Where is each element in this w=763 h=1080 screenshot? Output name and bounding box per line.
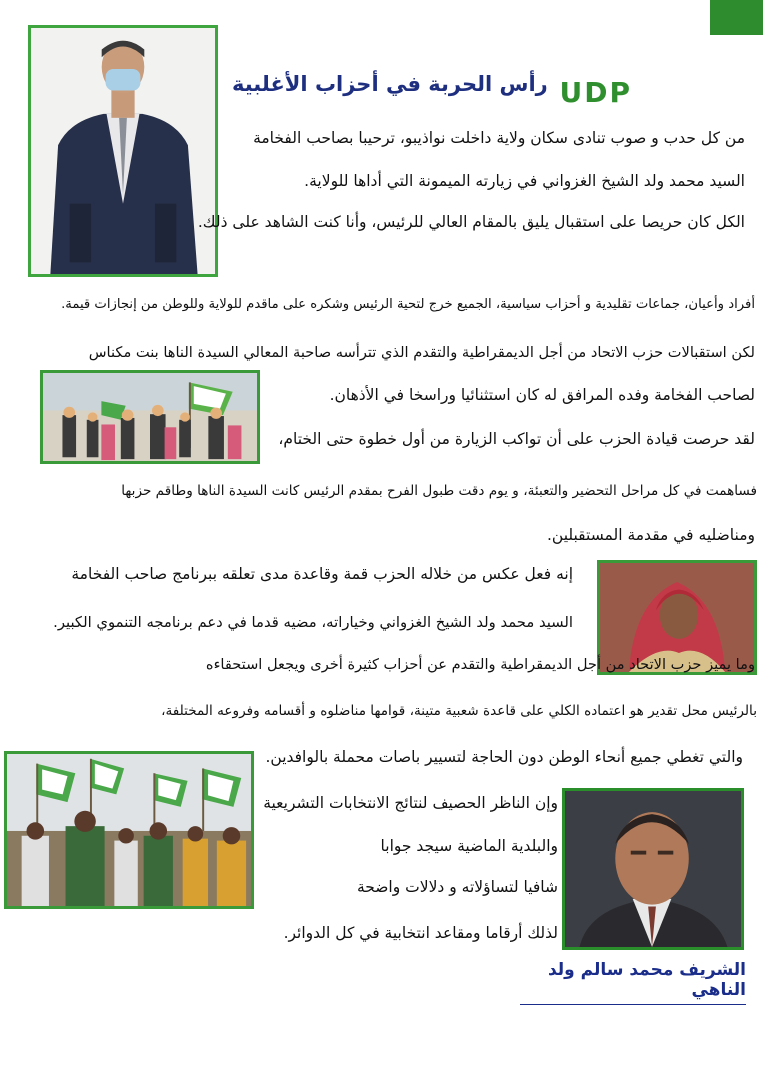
article-line: الكل كان حريصا على استقبال يليق بالمقام العالي للرئيس، وأنا كنت الشاهد على ذلك.	[197, 213, 745, 231]
president-photo	[28, 25, 218, 277]
article-line: لصاحب الفخامة وفده المرافق له كان استثنائيا وراسخا في الأذهان.	[329, 386, 755, 404]
article-line: ومناضليه في مقدمة المستقبلين.	[546, 526, 755, 544]
article-line: والتي تغطي جميع أنحاء الوطن دون الحاجة لتسيير باصات محملة بالوافدين.	[265, 748, 743, 766]
article-line: فساهمت في كل مراحل التحضير والتعبئة، و يوم دقت طبول الفرح بمقدم الرئيس كانت السيدة الناها وطاقم حزبها	[121, 483, 757, 499]
article-line: لقد حرصت قيادة الحزب على أن تواكب الزيارة من أول خطوة حتى الختام،	[278, 430, 755, 448]
article-line: وما يميز حزب الاتحاد من أجل الديمقراطية والتقدم عن أحزاب كثيرة أخرى ويجعل استحقاءه	[205, 656, 755, 673]
article-line: السيد محمد ولد الشيخ الغزواني في زيارته الميمونة التي أداها للولاية.	[304, 172, 745, 190]
rally-photo-2	[4, 751, 254, 909]
article-line: إنه فعل عكس من خلاله الحزب قمة وقاعدة مدى تعلقه ببرنامج صاحب الفخامة	[71, 565, 573, 583]
article-line: شافيا لتساؤلاته و دلالات واضحة	[356, 878, 558, 896]
article-line: وإن الناظر الحصيف لنتائج الانتخابات التشريعية	[263, 794, 558, 812]
corner-accent-block	[710, 0, 763, 35]
title-row	[232, 68, 642, 108]
author-signature: الشريف محمد سالم ولد الناهي	[520, 960, 746, 1005]
article-line: لكن استقبالات حزب الاتحاد من أجل الديمقراطية والتقدم الذي تترأسه صاحبة المعالي السيدة الناها بنت مكناس	[88, 344, 755, 361]
article-line: والبلدية الماضية سيجد جوابا	[380, 837, 558, 855]
article-line: السيد محمد ولد الشيخ الغزواني وخياراته، مضيه قدما في دعم برنامجه التنموي الكبير.	[53, 614, 573, 631]
rally-photo-1	[40, 370, 260, 464]
article-line: من كل حدب و صوب تنادى سكان ولاية داخلت نواذيبو، ترحيبا بصاحب الفخامة	[253, 129, 745, 147]
author-photo	[562, 788, 744, 950]
article-line: أفراد وأعيان، جماعات تقليدية و أحزاب سياسية، الجميع خرج لتحية الرئيس وشكره على ماقدم للولاية وللوطن من إنجازات قيمة.	[61, 297, 755, 312]
udp-logo: UDP	[559, 76, 632, 109]
article-headline: رأس الحربة في أحزاب الأغلبية	[232, 72, 548, 96]
article-line: لذلك أرقاما ومقاعد انتخابية في كل الدوائر.	[283, 924, 558, 942]
article-line: بالرئيس محل تقدير هو اعتماده الكلي على قاعدة شعبية متينة، قوامها مناضلوه و أقسامه وفروعه المختلفة،	[161, 703, 757, 719]
